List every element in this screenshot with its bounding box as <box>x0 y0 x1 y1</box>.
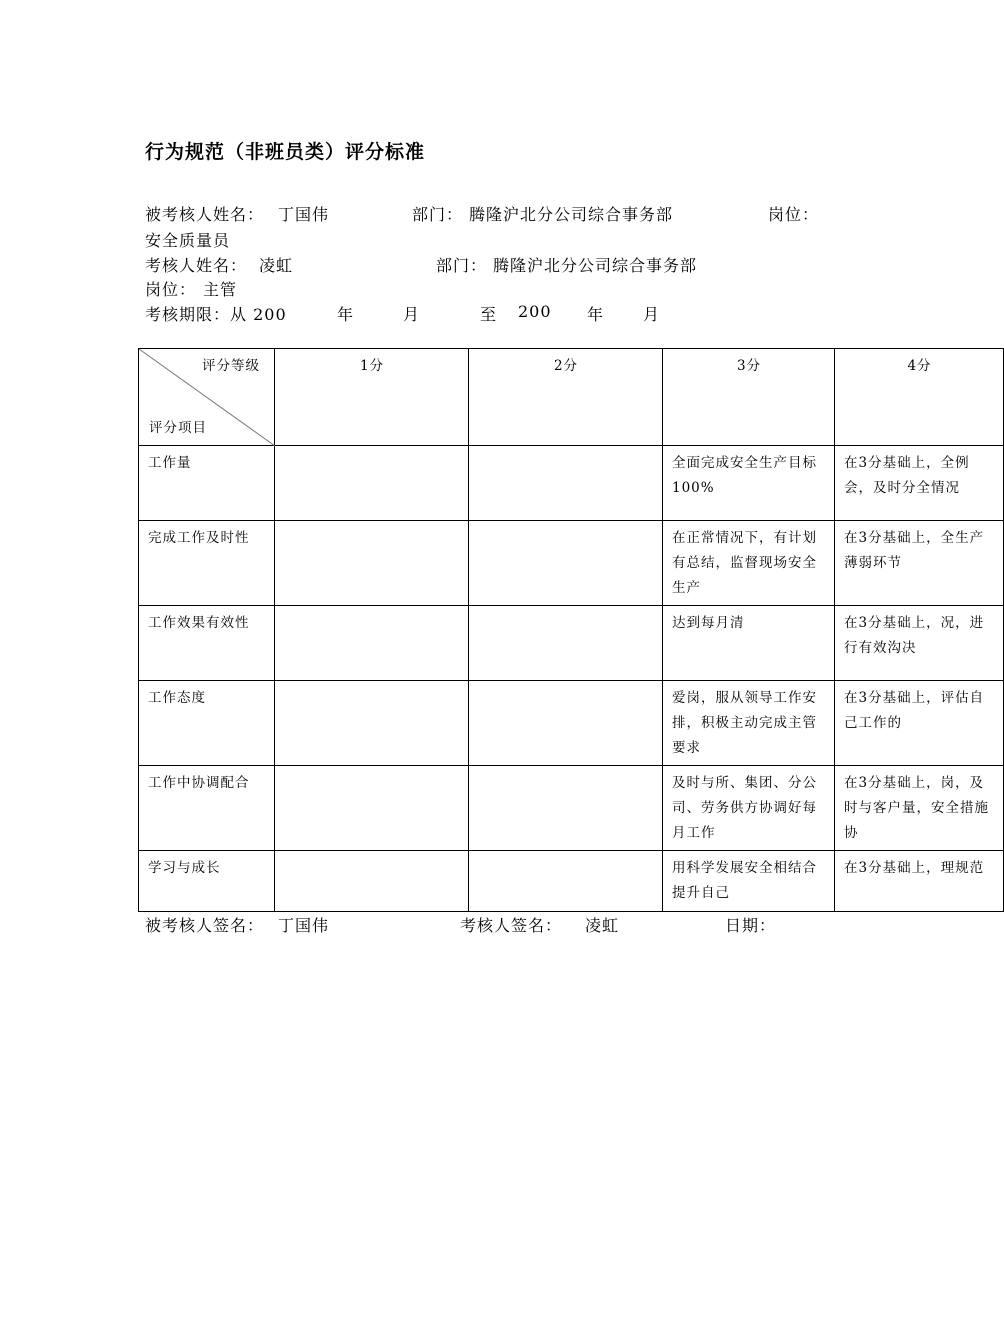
score-4-cell: 在3分基础上，况，进行有效沟决 <box>835 606 1004 681</box>
period-month: 月 <box>403 305 421 324</box>
table-row <box>139 851 1004 912</box>
score-1-cell <box>275 521 469 606</box>
score-1-cell <box>275 681 469 766</box>
score-3-cell: 达到每月清 <box>663 606 835 681</box>
score-1-cell <box>275 606 469 681</box>
row-item: 工作态度 <box>139 681 275 766</box>
assessor-name-label: 考核人姓名： <box>145 256 248 275</box>
table-row <box>139 681 1004 766</box>
dept-value-1: 腾隆沪北分公司综合事务部 <box>469 205 674 224</box>
dept-value-2: 腾隆沪北分公司综合事务部 <box>493 256 698 275</box>
assessor-name: 凌虹 <box>259 256 294 275</box>
row-item: 工作效果有效性 <box>139 606 275 681</box>
post-label-2: 岗位： <box>145 280 197 299</box>
row-item: 完成工作及时性 <box>139 521 275 606</box>
score-1-cell <box>275 446 469 521</box>
column-header: 1分 <box>275 349 469 446</box>
post-label-1: 岗位： <box>768 205 820 224</box>
table-row <box>139 766 1004 851</box>
score-2-cell <box>469 851 663 912</box>
row-item: 工作中协调配合 <box>139 766 275 851</box>
page-title: 行为规范（非班员类）评分标准 <box>145 141 426 163</box>
corner-label-item: 评分项目 <box>149 420 207 436</box>
assessee-name-label: 被考核人姓名： <box>145 205 265 224</box>
score-3-cell: 用科学发展安全相结合提升自己 <box>663 851 835 912</box>
dept-label-1: 部门： <box>412 205 464 224</box>
row-item: 学习与成长 <box>139 851 275 912</box>
row-item: 工作量 <box>139 446 275 521</box>
table-row <box>139 606 1004 681</box>
score-3-cell: 在正常情况下，有计划有总结，监督现场安全生产 <box>663 521 835 606</box>
column-header: 3分 <box>663 349 835 446</box>
period-label: 考核期限：从 200 <box>145 305 287 324</box>
period-to-year: 200 <box>518 302 552 321</box>
score-1-cell <box>275 851 469 912</box>
dept-label-2: 部门： <box>436 256 488 275</box>
score-2-cell <box>469 521 663 606</box>
score-4-cell: 在3分基础上，全例会，及时分全情况 <box>835 446 1004 521</box>
table-header-row <box>139 349 1004 446</box>
score-4-cell: 在3分基础上，全生产薄弱环节 <box>835 521 1004 606</box>
score-2-cell <box>469 606 663 681</box>
period-year-2: 年 <box>587 305 605 324</box>
corner-cell <box>139 349 275 446</box>
score-4-cell: 在3分基础上，理规范 <box>835 851 1004 912</box>
score-2-cell <box>469 766 663 851</box>
score-4-cell: 在3分基础上，岗，及时与客户量，安全措施协 <box>835 766 1004 851</box>
score-3-cell: 全面完成安全生产目标100% <box>663 446 835 521</box>
assessee-sign: 丁国伟 <box>278 916 330 935</box>
post-value-2: 主管 <box>203 280 238 299</box>
score-2-cell <box>469 446 663 521</box>
table-row <box>139 521 1004 606</box>
score-4-cell: 在3分基础上，评估自己工作的 <box>835 681 1004 766</box>
column-header: 4分 <box>835 349 1004 446</box>
scoring-table <box>138 348 1004 912</box>
assessor-sign-label: 考核人签名： <box>460 916 563 935</box>
assessee-sign-label: 被考核人签名： <box>145 916 265 935</box>
column-header: 2分 <box>469 349 663 446</box>
post-value-1: 安全质量员 <box>145 231 231 250</box>
score-2-cell <box>469 681 663 766</box>
period-to: 至 <box>480 305 498 324</box>
assessee-name: 丁国伟 <box>278 205 330 224</box>
period-month-2: 月 <box>643 305 661 324</box>
score-1-cell <box>275 766 469 851</box>
date-label: 日期： <box>725 916 777 935</box>
assessor-sign: 凌虹 <box>585 916 620 935</box>
period-year: 年 <box>337 305 355 324</box>
scoring-table-wrapper <box>138 348 989 901</box>
score-3-cell: 及时与所、集团、分公司、劳务供方协调好每月工作 <box>663 766 835 851</box>
corner-label-level: 评分等级 <box>202 358 260 374</box>
table-row <box>139 446 1004 521</box>
score-3-cell: 爱岗，服从领导工作安排，积极主动完成主管要求 <box>663 681 835 766</box>
